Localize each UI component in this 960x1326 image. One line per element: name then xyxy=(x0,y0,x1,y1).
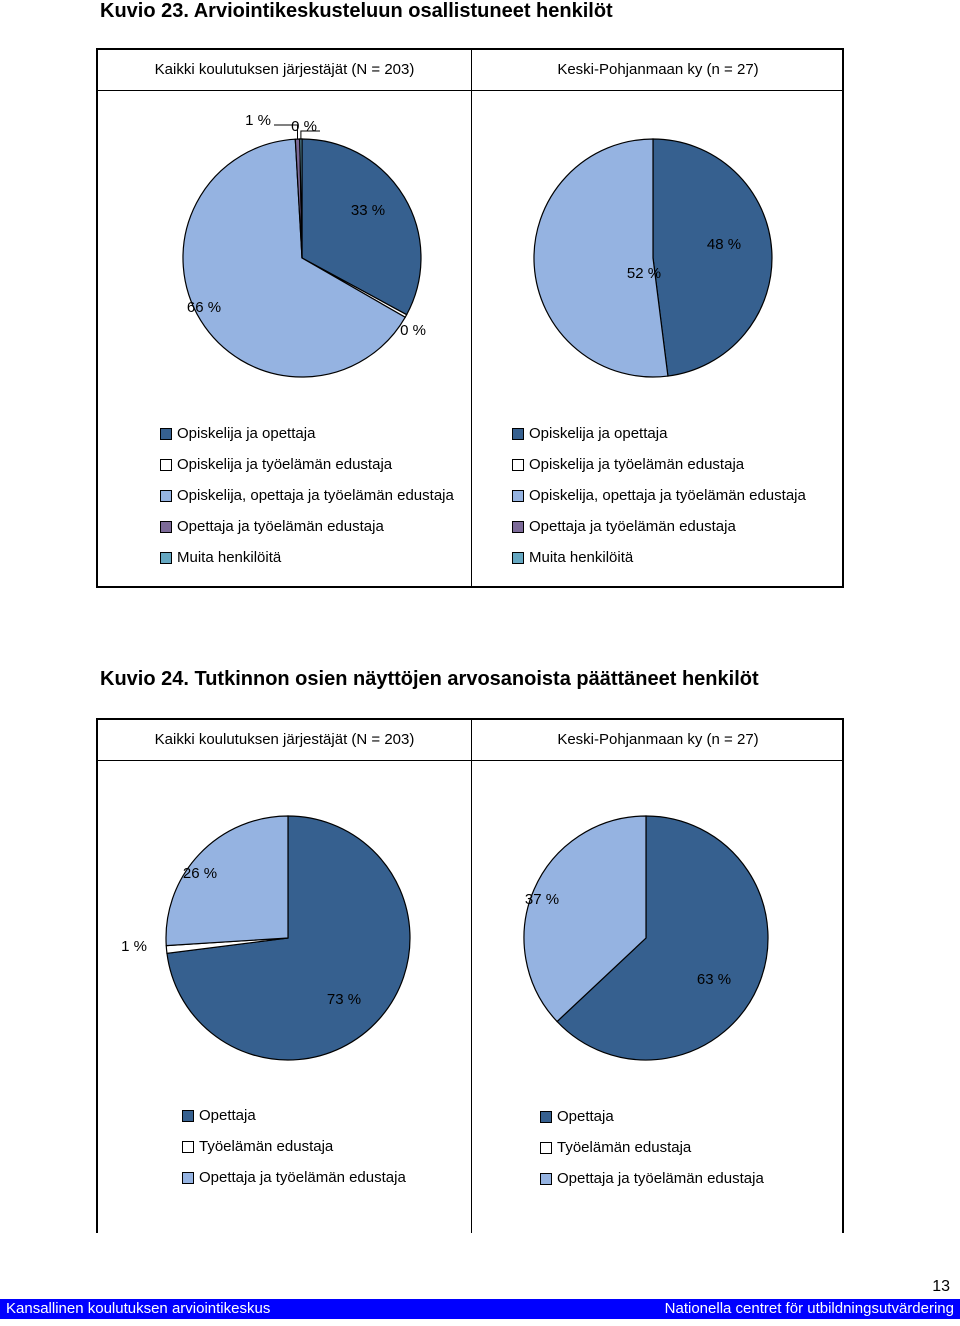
footer-right-text: Nationella centret för utbildningsutvärdering xyxy=(664,1300,954,1317)
legend-swatch-dark-blue xyxy=(160,428,172,440)
legend-swatch-light-blue xyxy=(540,1173,552,1185)
legend-item xyxy=(160,542,454,573)
fig23-legend-all xyxy=(160,418,454,573)
footer-left-text: Kansallinen koulutuksen arviointikeskus xyxy=(6,1300,271,1317)
legend-item xyxy=(160,511,454,542)
pie-data-label: 37 % xyxy=(524,890,560,908)
legend-label: Opiskelija, opettaja ja työelämän edustaja xyxy=(177,487,454,504)
fig24-panel-all xyxy=(98,720,471,1233)
figure-24-title: Kuvio 24. Tutkinnon osien näyttöjen arvosanoista päättäneet henkilöt xyxy=(100,668,759,690)
legend-item xyxy=(160,449,454,480)
legend-swatch-teal xyxy=(160,552,172,564)
legend-item xyxy=(512,418,806,449)
legend-label: Opiskelija ja työelämän edustaja xyxy=(529,456,745,473)
fig24-legend-all xyxy=(182,1100,406,1193)
pie-data-label: 48 % xyxy=(706,235,742,253)
legend-item xyxy=(182,1162,406,1193)
page-number: 13 xyxy=(932,1278,950,1295)
legend-swatch-light-blue xyxy=(512,490,524,502)
fig23-panel-local xyxy=(472,50,844,586)
pie-data-label: 73 % xyxy=(326,990,362,1008)
fig23-panel-local-heading: Keski-Pohjanmaan ky (n = 27) xyxy=(472,50,844,91)
legend-label: Työelämän edustaja xyxy=(199,1138,334,1155)
legend-label: Opiskelija, opettaja ja työelämän edustaja xyxy=(529,487,806,504)
legend-item xyxy=(182,1100,406,1131)
pie-data-label: 63 % xyxy=(696,970,732,988)
fig24-pie-all xyxy=(98,720,471,1080)
pie-slice xyxy=(534,139,668,377)
legend-swatch-dark-blue xyxy=(512,428,524,440)
pie-data-label: 0 % xyxy=(400,321,426,339)
legend-label: Opettaja ja työelämän edustaja xyxy=(199,1169,406,1186)
figure-23 xyxy=(96,48,844,588)
legend-label: Opettaja ja työelämän edustaja xyxy=(529,518,736,535)
pie-data-label: 26 % xyxy=(182,864,218,882)
legend-swatch-light-blue xyxy=(182,1172,194,1184)
pie-data-label: 0 % xyxy=(291,117,317,135)
fig24-panel-all-heading: Kaikki koulutuksen järjestäjät (N = 203) xyxy=(98,720,471,761)
legend-item xyxy=(540,1163,764,1194)
legend-label: Muita henkilöitä xyxy=(177,549,282,566)
pie-data-label: 52 % xyxy=(626,264,662,282)
pie-slice xyxy=(653,139,772,376)
legend-label: Opiskelija ja opettaja xyxy=(177,425,316,442)
legend-swatch-purple xyxy=(512,521,524,533)
legend-item xyxy=(512,542,806,573)
legend-label: Opettaja ja työelämän edustaja xyxy=(557,1170,764,1187)
fig24-panel-local-heading: Keski-Pohjanmaan ky (n = 27) xyxy=(472,720,844,761)
footer-bar xyxy=(0,1299,960,1319)
legend-item xyxy=(512,449,806,480)
fig23-panel-all xyxy=(98,50,471,586)
fig24-legend-local xyxy=(540,1101,764,1194)
pie-data-label: 1 % xyxy=(121,937,147,955)
legend-item xyxy=(512,480,806,511)
fig24-pie-local xyxy=(472,720,844,1080)
figure-23-title: Kuvio 23. Arviointikeskusteluun osallistuneet henkilöt xyxy=(100,0,613,22)
legend-item xyxy=(160,418,454,449)
pie-data-label: 33 % xyxy=(350,201,386,219)
legend-swatch-white xyxy=(512,459,524,471)
legend-swatch-light-blue xyxy=(160,490,172,502)
legend-swatch-dark-blue xyxy=(540,1111,552,1123)
legend-label: Opettaja xyxy=(557,1108,614,1125)
legend-swatch-dark-blue xyxy=(182,1110,194,1122)
legend-label: Opiskelija ja työelämän edustaja xyxy=(177,456,393,473)
legend-swatch-white xyxy=(182,1141,194,1153)
legend-item xyxy=(540,1132,764,1163)
pie-data-label: 1 % xyxy=(245,111,271,129)
fig23-panel-all-heading: Kaikki koulutuksen järjestäjät (N = 203) xyxy=(98,50,471,91)
legend-swatch-teal xyxy=(512,552,524,564)
fig23-pie-local xyxy=(472,50,844,410)
legend-label: Opettaja xyxy=(199,1107,256,1124)
pie-data-label: 66 % xyxy=(186,298,222,316)
legend-label: Opiskelija ja opettaja xyxy=(529,425,668,442)
fig24-panel-local xyxy=(472,720,844,1233)
legend-swatch-white xyxy=(160,459,172,471)
legend-item xyxy=(160,480,454,511)
legend-label: Muita henkilöitä xyxy=(529,549,634,566)
legend-item xyxy=(512,511,806,542)
legend-swatch-purple xyxy=(160,521,172,533)
legend-label: Työelämän edustaja xyxy=(557,1139,692,1156)
figure-24 xyxy=(96,718,844,1233)
legend-item xyxy=(182,1131,406,1162)
legend-item xyxy=(540,1101,764,1132)
legend-label: Opettaja ja työelämän edustaja xyxy=(177,518,384,535)
fig23-legend-local xyxy=(512,418,806,573)
legend-swatch-white xyxy=(540,1142,552,1154)
fig23-pie-all xyxy=(98,50,471,410)
